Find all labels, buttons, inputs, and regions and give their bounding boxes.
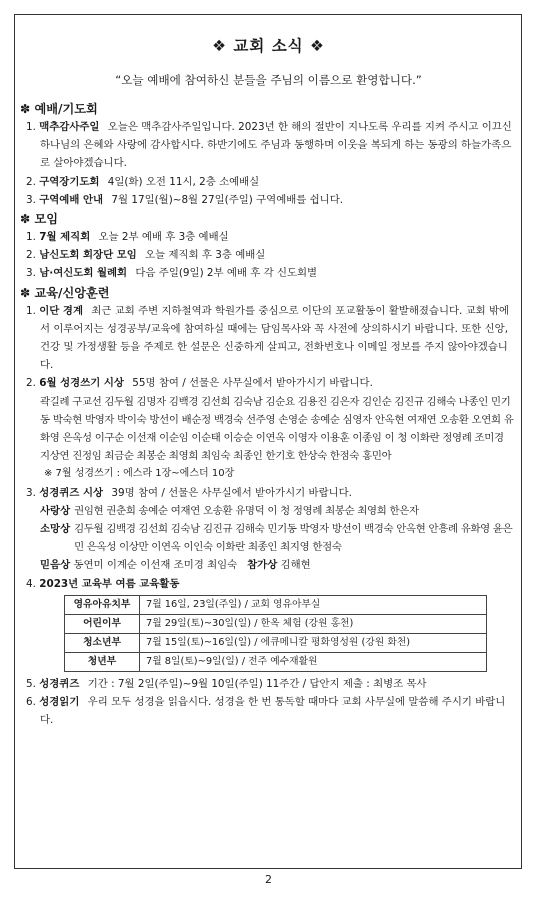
list-item [20, 173, 514, 191]
award-label: 소망상 [40, 523, 71, 536]
item-number: 4. [26, 577, 36, 590]
item-text: 최근 교회 주변 지하철역과 학원가를 중심으로 이단의 포교활동이 활발해졌습니다. 교회 밖에서 이루어지는 성경공부/교육에 참여하실 때에는 담임목사와 꼭 사전에 상의하시기 바랍니다. 또한 신앙, 건강 및 가정생활 등을 주제로 한 설문은 신중하게 살피고, 전화번호나 이메일 정보를 주지 않아야겠습니다. [40, 304, 510, 372]
item-label: 남신도회 회장단 모임 [39, 249, 137, 262]
table-cell-info: 7월 29일(토)~30일(일) / 한옥 체험 (강원 홍천) [140, 614, 487, 633]
item-number: 1. [26, 231, 36, 244]
item-number: 2. [26, 175, 36, 188]
item-number: 1. [26, 121, 36, 133]
item-text: 우리 모두 성경을 읽읍시다. 성경을 한 번 통독할 때마다 교회 사무실에 말씀해 주시기 바랍니다. [40, 696, 506, 727]
award-label: 믿음상 [40, 559, 71, 572]
item-label: 성경퀴즈 [39, 677, 80, 690]
award-label: 사랑상 [40, 504, 71, 517]
item-text: 오늘 제직회 후 3층 예배실 [145, 249, 266, 262]
item-label: 2023년 교육부 여름 교육활동 [39, 577, 180, 590]
item-number: 3. [26, 267, 36, 280]
item-number: 1. [26, 304, 36, 317]
list-item [20, 675, 514, 693]
item-label: 7월 제직회 [39, 231, 91, 244]
section-heading-meeting: ✽ 모임 [20, 212, 59, 227]
table-cell-info: 7월 16일, 23일(주일) / 교회 영유아부실 [140, 595, 487, 614]
item-text: 오늘은 맥추감사주일입니다. 2023년 한 해의 절반이 지나도록 우리를 지켜 주시고 이끄신 하나님의 은혜와 사랑에 감사합시다. 하반기에도 주님과 동행하며 이웃을 복되게 하는 동광의 하늘가족으로 살아야겠습니다. [40, 121, 512, 170]
item-text: 다음 주일(9일) 2부 예배 후 각 신도회별 [135, 267, 318, 280]
table-cell-dept: 어린이부 [65, 614, 140, 633]
table-row [65, 614, 487, 633]
table-row [65, 652, 487, 671]
table-row [65, 595, 487, 614]
table-cell-info: 7월 8일(토)~9일(일) / 전주 예수재활원 [140, 652, 487, 671]
award-names: 김두월 김백경 김선희 김숙남 김진규 김해숙 민기동 박영자 방선이 백경숙 안옥현 안흥례 유화영 윤은민 은옥성 이상만 이연옥 이인숙 이화란 최종인 최지영 한점숙 [74, 523, 513, 554]
monthly-note: ※ 7월 성경쓰기 : 에스라 1장~에스더 10장 [44, 468, 235, 480]
item-label: 남·여신도회 월례회 [39, 267, 128, 280]
winner-names: 곽길례 구교선 김두월 김명자 김백경 김선희 김숙남 김순요 김용진 김은자 김인순 김진규 김해숙 나종인 민기동 박숙현 박영자 박이숙 방선이 배순정 백경숙 선주영 손영순 송예순 심영자 안옥현 여재연 오송환 오연희 유화영 은옥성 이구순 이선재 이순임 이순태 이승순 이연옥 이영자 이용훈 이종임 이 청 이화란 정영례 조미경 지상연 진정임 최금순 최봉순 최영희 최임숙 최종인 한기호 한상숙 한점숙 홍민아 [40, 395, 514, 463]
item-text: 기간 : 7월 2일(주일)~9월 10일(주일) 11주간 / 답안지 제출 : 최병조 목사 [87, 677, 427, 690]
list-item [20, 228, 514, 246]
list-item [20, 575, 514, 593]
welcome-message: “오늘 예배에 참여하신 분들을 주님의 이름으로 환영합니다.” [115, 73, 422, 87]
section-heading-worship: ✽ 예배/기도회 [20, 102, 98, 116]
table-cell-info: 7월 15일(토)~16일(일) / 에큐메니칼 평화영성원 (강원 화천) [140, 633, 487, 652]
award-label: 참가상 [247, 559, 278, 572]
news-content [20, 99, 514, 729]
page-title: ❖ 교회 소식 ❖ [212, 37, 325, 55]
item-number: 2. [26, 377, 36, 390]
item-label: 맥추감사주일 [39, 121, 100, 133]
section-heading-education: ✽ 교육/신앙훈련 [20, 285, 110, 300]
item-label: 성경읽기 [39, 696, 80, 709]
item-text: 7월 17일(월)~8월 27일(주일) 구역예배를 쉽니다. [111, 193, 344, 206]
list-item [20, 374, 514, 392]
item-label: 성경퀴즈 시상 [39, 486, 104, 499]
item-label: 구역장기도회 [39, 175, 100, 188]
list-item [20, 484, 514, 502]
item-label: 이단 경계 [39, 304, 84, 317]
item-text: 오늘 2부 예배 후 3층 예배실 [98, 231, 229, 244]
item-text: 4일(화) 오전 11시, 2층 소예배실 [107, 175, 260, 188]
award-names: 동연미 이계순 이선재 조미경 최임숙 [73, 559, 238, 572]
list-item [20, 118, 514, 173]
item-number: 2. [26, 249, 36, 262]
award-love [20, 502, 514, 520]
item-number: 5. [26, 677, 36, 690]
item-text: 55명 참여 / 선물은 사무실에서 받아가시기 바랍니다. [132, 377, 373, 390]
table-row [65, 633, 487, 652]
list-item [20, 246, 514, 264]
item-label: 구역예배 안내 [39, 193, 104, 206]
list-item [20, 191, 514, 209]
list-item [20, 693, 514, 729]
item-number: 3. [26, 193, 36, 206]
table-cell-dept: 청년부 [65, 652, 140, 671]
award-names: 김해현 [280, 559, 311, 572]
item-number: 3. [26, 486, 36, 499]
table-cell-dept: 영유아유치부 [65, 595, 140, 614]
item-label: 6월 성경쓰기 시상 [39, 377, 124, 390]
list-item [20, 302, 514, 375]
award-hope [20, 520, 514, 556]
page-number: 2 [265, 873, 272, 886]
award-names: 권임현 권춘희 송예순 여재연 오송환 유명덕 이 청 정영례 최봉순 최영희 한은자 [74, 504, 419, 517]
table-cell-dept: 청소년부 [65, 633, 140, 652]
item-text: 39명 참여 / 선물은 사무실에서 받아가시기 바랍니다. [111, 486, 352, 499]
list-item [20, 264, 514, 282]
item-number: 6. [26, 696, 36, 709]
award-faith-participation [20, 556, 514, 574]
education-schedule-table [64, 595, 487, 672]
